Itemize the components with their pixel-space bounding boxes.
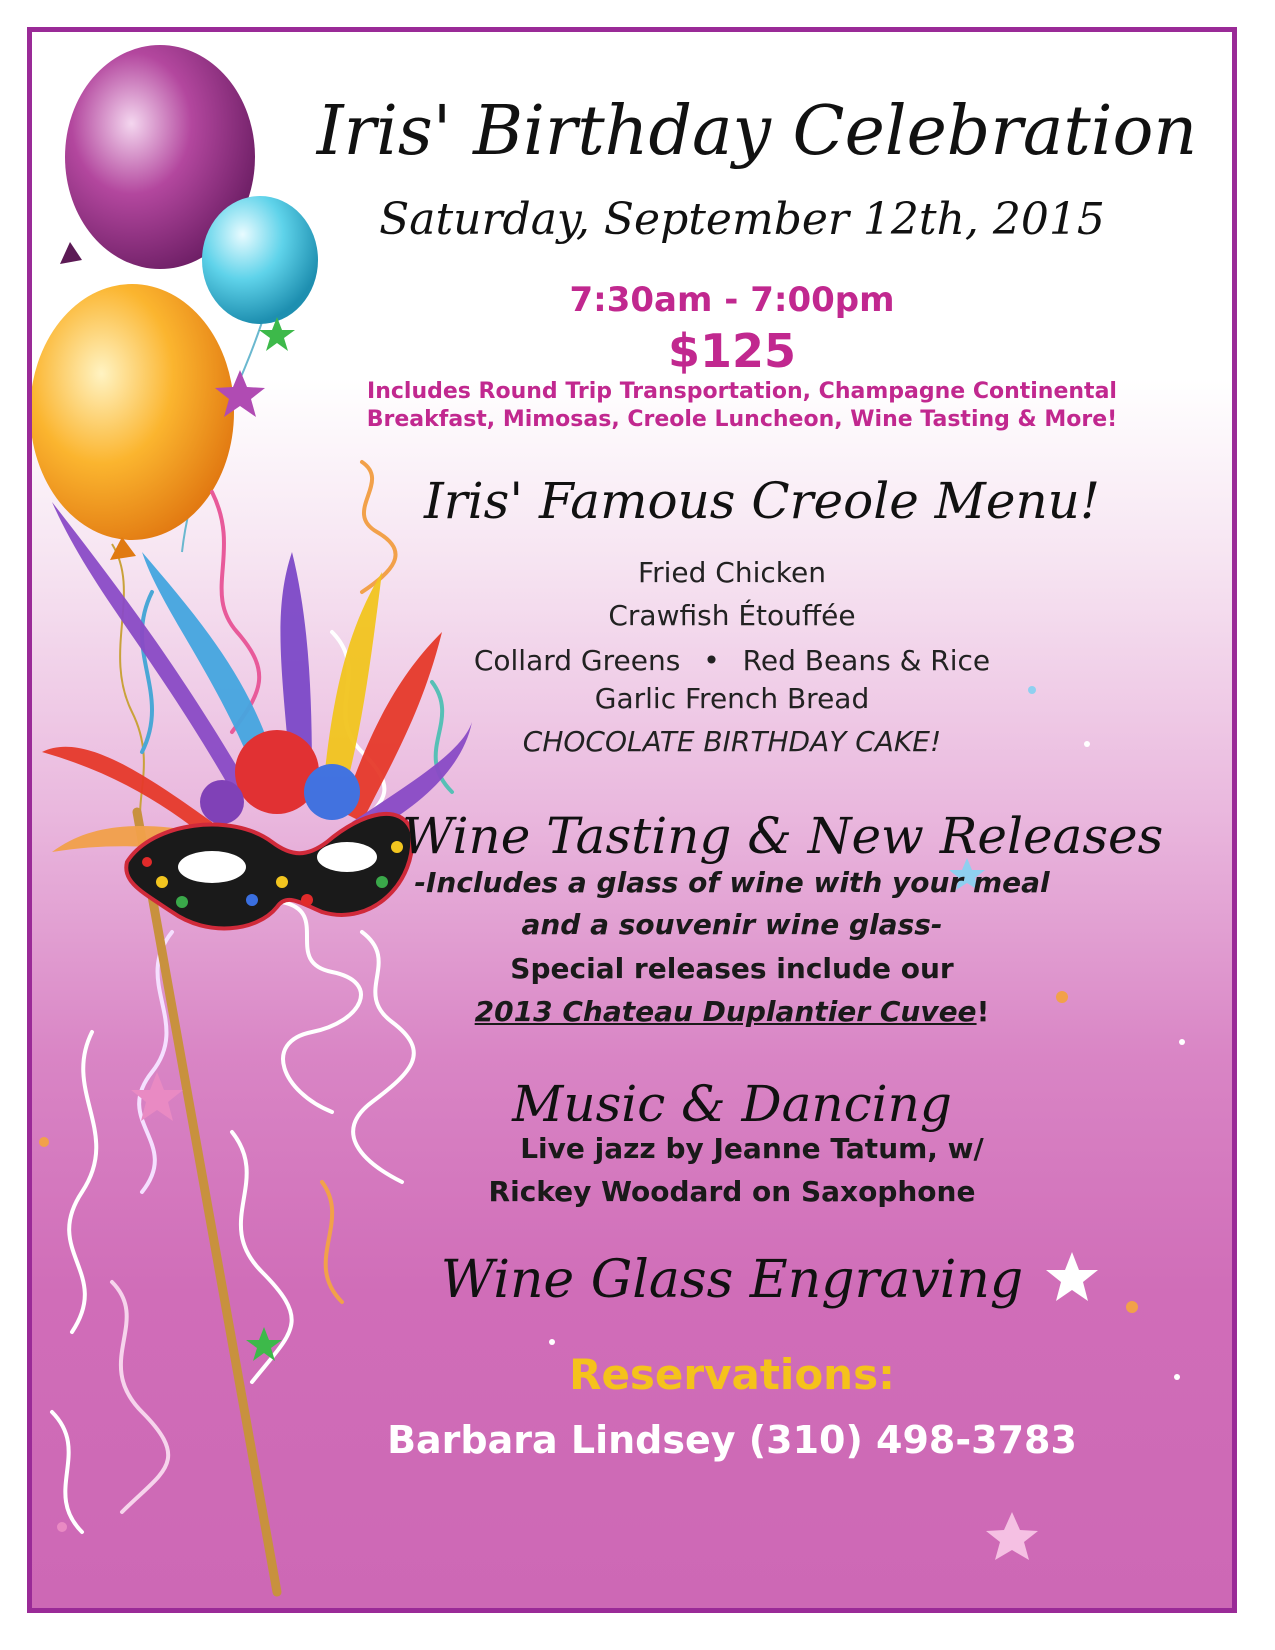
wine-release (412, 995, 1052, 1028)
reservations-label: Reservations: (569, 1350, 895, 1399)
wine-line-1: -Includes a glass of wine with your meal (414, 866, 1050, 899)
menu-item-fried-chicken: Fried Chicken (638, 556, 826, 589)
menu-item-row-3 (432, 644, 1032, 677)
wine-line-3: Special releases include our (510, 952, 954, 985)
balloon-cyan-icon (202, 196, 318, 324)
engraving-heading: Wine Glass Engraving (440, 1250, 1024, 1310)
wine-line-2: and a souvenir wine glass- (521, 908, 943, 941)
menu-separator: • (703, 644, 720, 677)
music-line-2: Rickey Woodard on Saxophone (488, 1175, 976, 1208)
feathers-icon (42, 502, 472, 852)
includes-line-2: Breakfast, Mimosas, Creole Luncheon, Wine Tasting & More! (366, 407, 1118, 432)
reservations-contact: Barbara Lindsey (310) 498-3783 (387, 1418, 1077, 1462)
event-date: Saturday, September 12th, 2015 (379, 194, 1105, 245)
menu-item-cake: CHOCOLATE BIRTHDAY CAKE! (522, 725, 942, 758)
mask-icon (126, 814, 412, 929)
event-title: Iris' Birthday Celebration (316, 92, 1198, 171)
menu-item-crawfish: Crawfish Étouffée (608, 599, 856, 632)
menu-heading: Iris' Famous Creole Menu! (424, 472, 1100, 530)
event-time: 7:30am - 7:00pm (569, 280, 895, 320)
wine-release-suffix: ! (976, 995, 990, 1028)
music-heading: Music & Dancing (512, 1075, 952, 1133)
ribbon-streamers-icon (52, 462, 452, 1532)
wine-release-name: 2013 Chateau Duplantier Cuvee (474, 995, 977, 1028)
wine-heading: Wine Tasting & New Releases (402, 807, 1164, 865)
flyer-frame (27, 27, 1237, 1613)
menu-item-red-beans: Red Beans & Rice (742, 644, 991, 677)
menu-item-collard-greens: Collard Greens (473, 644, 681, 677)
menu-item-garlic-bread: Garlic French Bread (594, 682, 870, 715)
music-line-1: Live jazz by Jeanne Tatum, w/ (520, 1132, 984, 1165)
includes-line-1: Includes Round Trip Transportation, Champagne Continental (367, 379, 1117, 404)
event-price: $125 (667, 324, 797, 378)
